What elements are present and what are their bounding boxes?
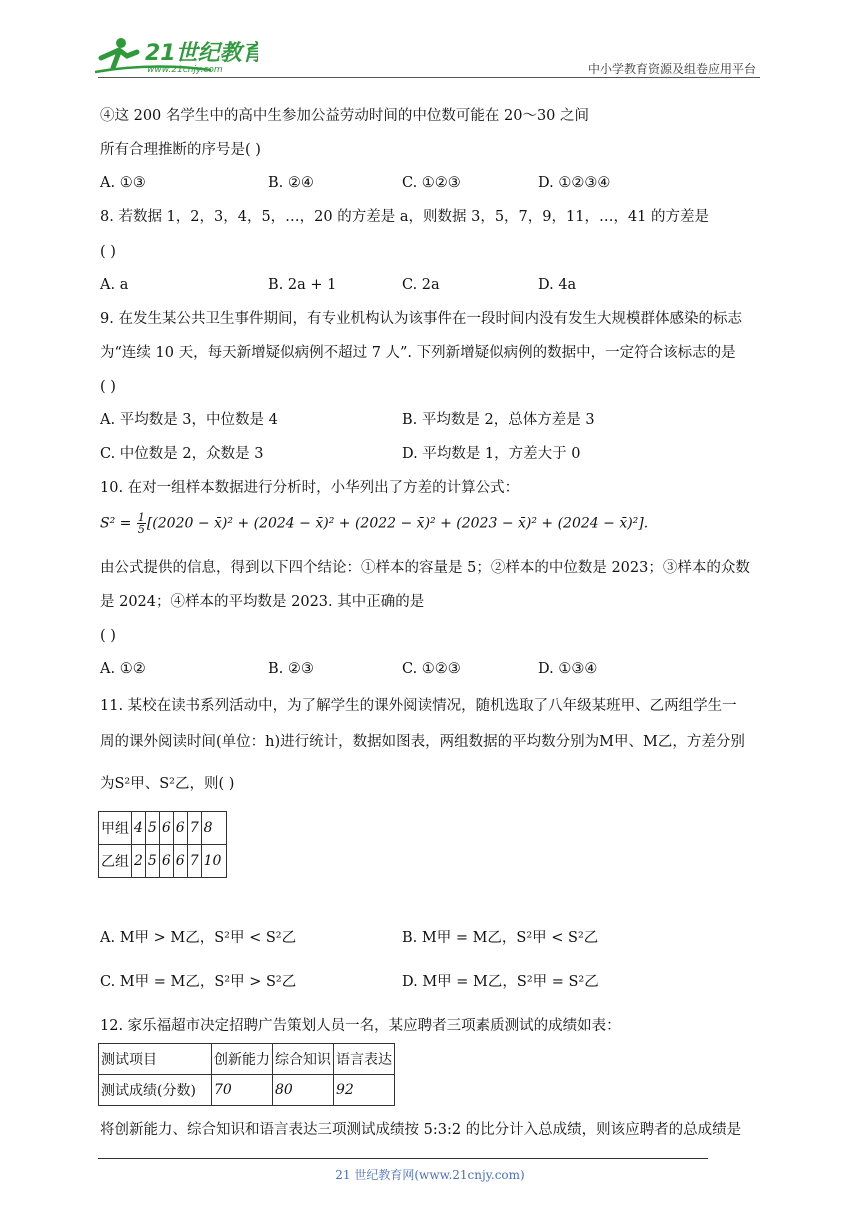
table-row <box>99 845 227 878</box>
q10-option-a: A. ①② <box>100 661 146 677</box>
q7-option-a: A. ①③ <box>100 175 146 191</box>
q8-option-a: A. a <box>100 277 129 293</box>
table-cell: 测试成绩(分数) <box>99 1075 212 1106</box>
formula-rhs: [(2020 − x̄)² + (2024 − x̄)² + (2022 − x̄)² + (2023 − x̄)² + (2024 − x̄)²]. <box>146 515 649 532</box>
table-cell: 7 <box>187 812 201 845</box>
table-row <box>99 812 227 845</box>
q9-option-d: D. 平均数是 1，方差大于 0 <box>402 446 581 462</box>
table-cell: 语言表达 <box>334 1044 395 1075</box>
q7-option-b: B. ②④ <box>268 175 314 191</box>
table-cell: 8 <box>201 812 226 845</box>
table-cell: 测试项目 <box>99 1044 212 1075</box>
footer-divider <box>98 1158 708 1159</box>
q9-option-b: B. 平均数是 2，总体方差是 3 <box>402 412 595 428</box>
q11-option-b: B. M甲 = M乙，S²甲 < S²乙 <box>402 930 599 946</box>
table-cell: 7 <box>187 845 201 878</box>
q10-option-b: B. ②③ <box>268 661 314 677</box>
q9-stem-2: 为“连续 10 天，每天新增疑似病例不超过 7 人”. 下列新增疑似病例的数据中，一定符合该标志的是 <box>100 345 736 361</box>
table-cell: 10 <box>201 845 226 878</box>
q11-stem-2: 周的课外阅读时间(单位：h)进行统计，数据如图表，两组数据的平均数分别为M甲、M乙，方差分别 <box>100 734 745 750</box>
q10-option-d: D. ①③④ <box>538 661 598 677</box>
q10-info-2: 是 2024；④样本的平均数是 2023. 其中正确的是 <box>100 594 425 610</box>
svg-text:www.21cnjy.com: www.21cnjy.com <box>147 65 223 75</box>
q12-stem: 12. 家乐福超市决定招聘广告策划人员一名，某应聘者三项素质测试的成绩如表： <box>100 1018 621 1034</box>
q11-option-d: D. M甲 = M乙，S²甲 = S²乙 <box>402 974 599 990</box>
q8-stem: 8. 若数据 1，2，3，4，5，…，20 的方差是 a，则数据 3，5，7，9，11，…，41 的方差是 <box>100 209 710 225</box>
q11-stem-1: 11. 某校在读书系列活动中，为了解学生的课外阅读情况，随机选取了八年级某班甲、乙两组学生一 <box>100 698 737 714</box>
formula-fraction <box>137 512 146 535</box>
q7-option-c: C. ①②③ <box>402 175 461 191</box>
table-row <box>99 1075 395 1106</box>
q12-score-table <box>98 1043 395 1106</box>
table-cell: 6 <box>159 845 173 878</box>
table-cell: 70 <box>212 1075 273 1106</box>
table-row <box>99 1044 395 1075</box>
q11-stem-3: 为S²甲、S²乙，则( ) <box>100 776 235 792</box>
q9-option-c: C. 中位数是 2，众数是 3 <box>100 446 264 462</box>
site-logo <box>93 34 258 76</box>
table-cell: 综合知识 <box>273 1044 334 1075</box>
table-cell: 5 <box>145 812 159 845</box>
q9-paren: ( ) <box>100 379 116 395</box>
q7-option-d: D. ①②③④ <box>538 175 611 191</box>
q11-option-a: A. M甲 > M乙，S²甲 < S²乙 <box>100 930 297 946</box>
svg-text:21世纪教育: 21世纪教育 <box>145 41 258 66</box>
q10-info-1: 由公式提供的信息，得到以下四个结论：①样本的容量是 5；②样本的中位数是 2023；③样本的众数 <box>100 560 750 576</box>
q8-option-c: C. 2a <box>402 277 440 293</box>
fraction-denominator: 5 <box>137 523 145 536</box>
q8-paren: ( ) <box>100 244 116 260</box>
q11-option-c: C. M甲 = M乙，S²甲 > S²乙 <box>100 974 297 990</box>
table-cell: 2 <box>132 845 146 878</box>
table-cell: 6 <box>173 845 187 878</box>
q9-stem-1: 9. 在发生某公共卫生事件期间，有专业机构认为该事件在一段时间内没有发生大规模群体感染的标志 <box>100 311 742 327</box>
q7-prompt: 所有合理推断的序号是( ) <box>100 142 261 158</box>
q7-item4: ④这 200 名学生中的高中生参加公益劳动时间的中位数可能在 20～30 之间 <box>100 108 590 124</box>
table-cell: 92 <box>334 1075 395 1106</box>
platform-name: 中小学教育资源及组卷应用平台 <box>587 62 756 76</box>
q10-option-c: C. ①②③ <box>402 661 461 677</box>
footer-link[interactable]: 21 世纪教育网(www.21cnjy.com) <box>335 1168 525 1182</box>
formula-lhs: S² = <box>100 515 136 532</box>
q10-stem: 10. 在对一组样本数据进行分析时，小华列出了方差的计算公式： <box>100 480 520 496</box>
q9-option-a: A. 平均数是 3，中位数是 4 <box>100 412 278 428</box>
table-cell: 4 <box>132 812 146 845</box>
table-cell: 创新能力 <box>212 1044 273 1075</box>
table-cell: 6 <box>173 812 187 845</box>
q10-paren: ( ) <box>100 628 116 644</box>
table-cell: 5 <box>145 845 159 878</box>
fraction-numerator: 1 <box>137 511 145 524</box>
table-cell: 6 <box>159 812 173 845</box>
q11-data-table <box>98 811 227 878</box>
table-cell: 甲组 <box>99 812 132 845</box>
table-cell: 80 <box>273 1075 334 1106</box>
header-divider <box>98 77 760 78</box>
q8-option-b: B. 2a + 1 <box>268 277 337 293</box>
q12-tail: 将创新能力、综合知识和语言表达三项测试成绩按 5:3:2 的比分计入总成绩，则该应聘者的总成绩是 <box>100 1122 742 1138</box>
q10-formula <box>100 512 648 535</box>
q8-option-d: D. 4a <box>538 277 577 293</box>
table-cell: 乙组 <box>99 845 132 878</box>
